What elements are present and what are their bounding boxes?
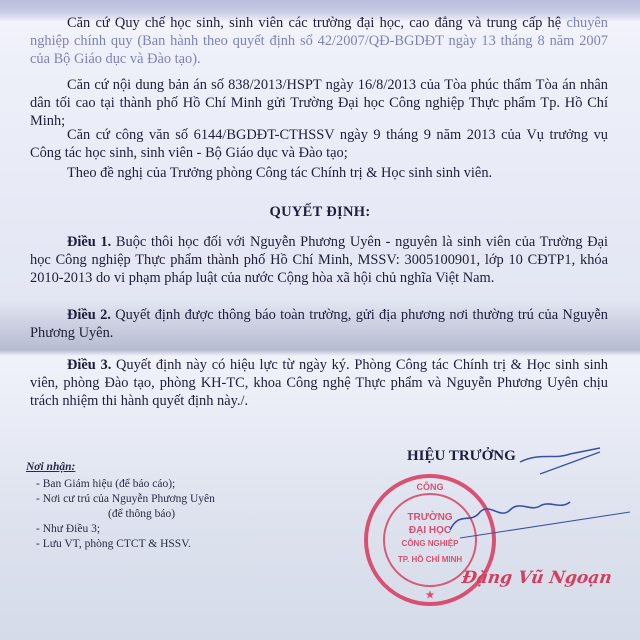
recipient-item: - Nơi cư trú của Nguyễn Phương Uyên bbox=[36, 493, 215, 505]
decision-heading: QUYẾT ĐỊNH: bbox=[269, 204, 371, 220]
preamble-regulation: Căn cứ Quy chế học sinh, sinh viên các trường đại học, cao đẳng và trung cấp hệ chuyên nghiệp chính quy (Ban hành theo quyết định số 42/2007/QĐ-BGDĐT ngày 13 tháng 8 năm 2007 của Bộ Giáo dục và Đào tạo). bbox=[30, 15, 608, 67]
svg-text:CÔNG NGHIỆP: CÔNG NGHIỆP bbox=[401, 539, 459, 548]
article-3: Điều 3. Quyết định này có hiệu lực từ ngày ký. Phòng Công tác Chính trị & Học sinh sinh viên, phòng Đào tạo, phòng KH-TC, khoa Công nghệ Thực phẩm và Nguyễn Phương Uyên chịu trách nhiệm thi hành quyết định này./. bbox=[30, 357, 608, 409]
article-1: Điều 1. Buộc thôi học đối với Nguyễn Phương Uyên - nguyên là sinh viên của Trường Đại học Công nghiệp Thực phẩm thành phố Hồ Chí Minh, MSSV: 3005100901, lớp 10 CĐTP1, khóa 2010-2013 do vi phạm pháp luật của nước Cộng hòa xã hội chủ nghĩa Việt Nam. bbox=[30, 234, 608, 286]
handwritten-signature-icon bbox=[430, 440, 640, 560]
svg-text:TP. HỒ CHÍ MINH: TP. HỒ CHÍ MINH bbox=[397, 555, 463, 564]
article-2: Điều 2. Quyết định được thông báo toàn trường, gửi địa phương nơi thường trú của Nguyễn Phương Uyên. bbox=[30, 307, 608, 341]
svg-text:★: ★ bbox=[425, 590, 435, 601]
signer-title: HIỆU TRƯỞNG bbox=[407, 448, 516, 464]
recipients-block bbox=[26, 460, 215, 552]
svg-text:CÔNG: CÔNG bbox=[416, 482, 444, 492]
svg-text:ĐẠI HỌC: ĐẠI HỌC bbox=[408, 525, 452, 536]
recipients-title: Nơi nhận: bbox=[26, 461, 76, 473]
preamble-proposal: Theo đề nghị của Trưởng phòng Công tác Chính trị & Học sinh sinh viên. bbox=[67, 165, 493, 181]
recipient-item: - Ban Giám hiệu (để báo cáo); bbox=[36, 478, 176, 490]
article-label: Điều 1. bbox=[67, 234, 112, 250]
svg-text:TRƯỜNG: TRƯỜNG bbox=[407, 512, 453, 523]
preamble-court-ruling: Căn cứ nội dung bản án số 838/2013/HSPT ngày 16/8/2013 của Tòa phúc thẩm Tòa án nhân dân tối cao tại thành phố Hồ Chí Minh gửi Trường Đại học Công nghiệp Thực phẩm Tp. Hồ Chí Minh; bbox=[30, 77, 608, 129]
recipient-item-note: (để thông báo) bbox=[108, 508, 176, 520]
article-label: Điều 3. bbox=[67, 357, 112, 373]
recipient-item: - Lưu VT, phòng CTCT & HSSV. bbox=[36, 538, 191, 550]
article-label: Điều 2. bbox=[67, 307, 111, 323]
faded-text: chuyên nghiệp chính quy (Ban hành theo quyết định số 42/2007/QĐ-BGDĐT ngày 13 tháng 8 năm 2007 của Bộ Giáo dục và Đào tạo). bbox=[30, 15, 608, 67]
signer-name: Đặng Vũ Ngoạn bbox=[460, 568, 614, 588]
preamble-official-letter: Căn cứ công văn số 6144/BGDĐT-CTHSSV ngày 9 tháng 9 năm 2013 của Vụ trưởng vụ Công tác học sinh, sinh viên - Bộ Giáo dục và Đào tạo; bbox=[30, 127, 608, 161]
recipient-item: - Như Điều 3; bbox=[36, 523, 101, 535]
